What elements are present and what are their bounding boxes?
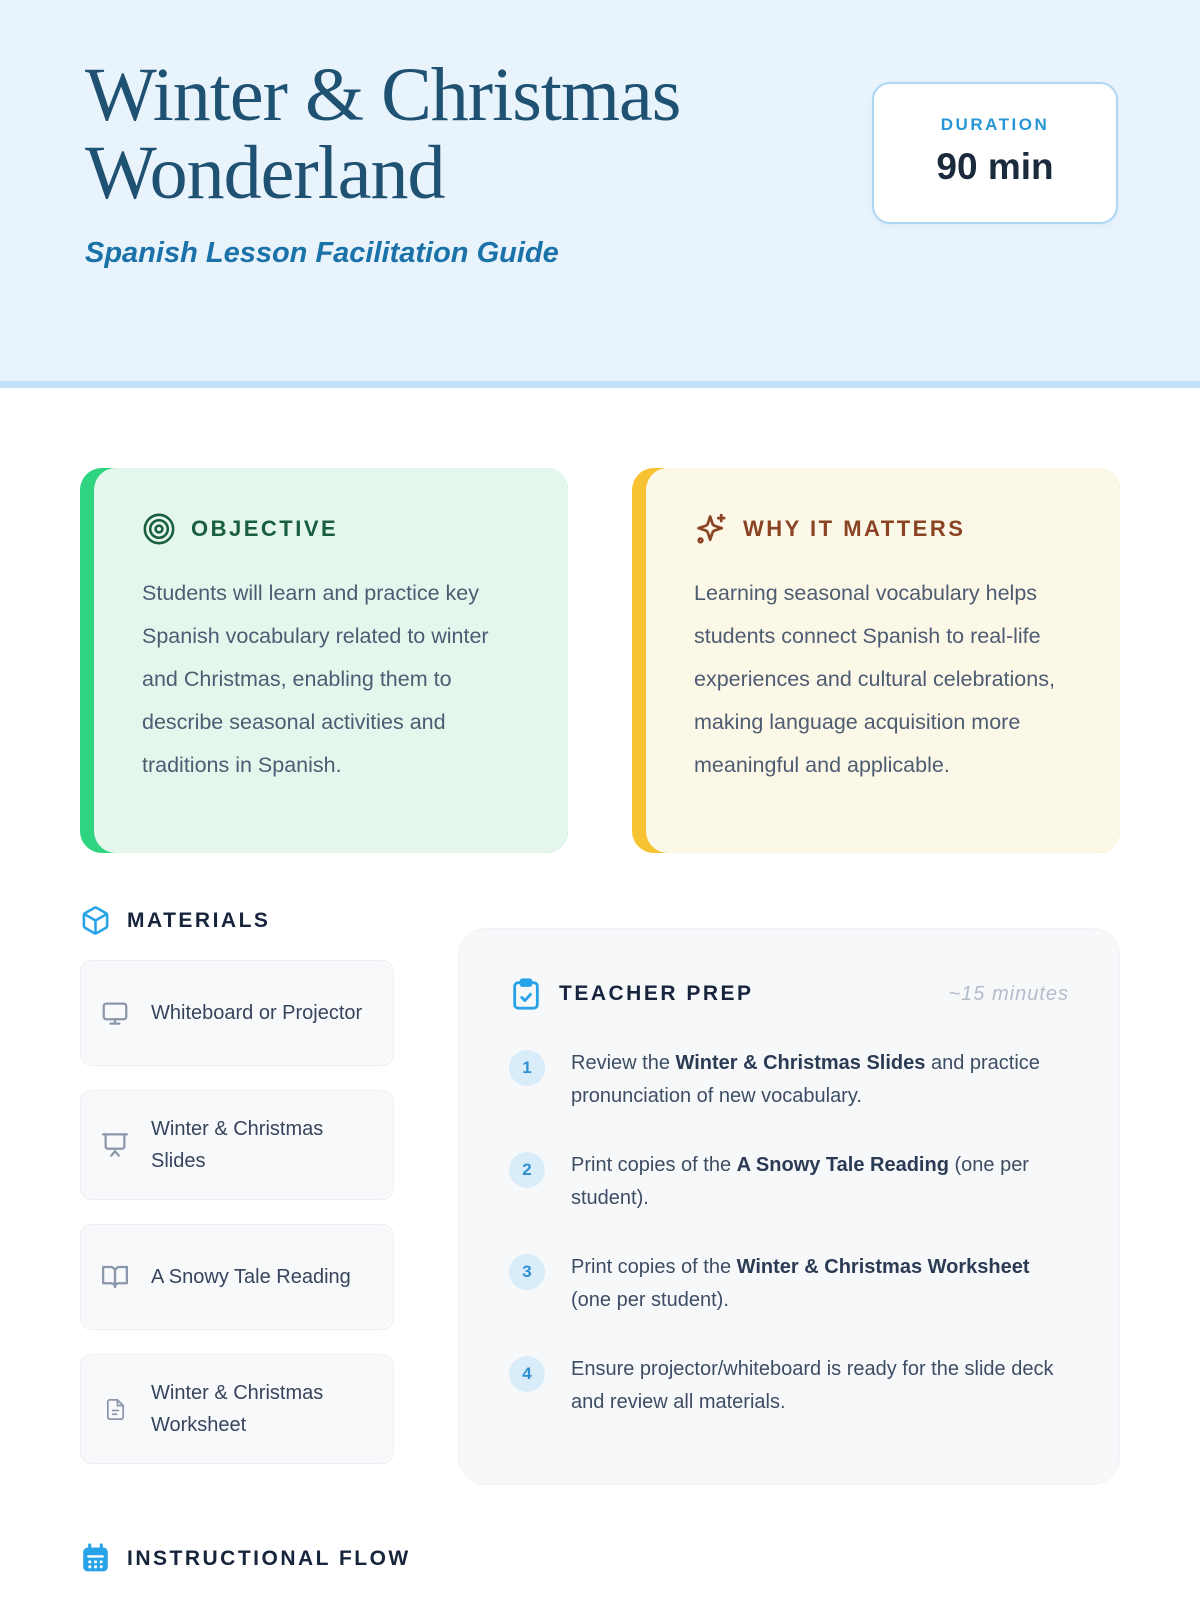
step-text-post: and practice pronunciation of new vocabulary. xyxy=(571,1052,1040,1107)
objective-body: Students will learn and practice key Spanish vocabulary related to winter and Christmas, enabling them to describe seasonal activities and traditions in Spanish. xyxy=(142,581,489,777)
prep-time-estimate: ~15 minutes xyxy=(948,982,1069,1005)
material-label: Winter & Christmas Worksheet xyxy=(151,1382,324,1436)
teacher-prep-heading: TEACHER PREP xyxy=(559,982,754,1005)
prep-step-4 xyxy=(509,1353,1069,1419)
step-number: 4 xyxy=(509,1356,545,1392)
duration-value: 90 min xyxy=(936,146,1054,187)
page-header xyxy=(0,0,1200,388)
summary-cards-row xyxy=(80,468,1120,853)
materials-heading-row xyxy=(80,905,394,936)
page-subtitle: Spanish Lesson Facilitation Guide xyxy=(85,236,559,269)
step-text-pre: Ensure projector/whiteboard is ready for the slide deck and review all materials. xyxy=(571,1358,1054,1413)
clipboard-check-icon xyxy=(509,977,543,1011)
lower-section xyxy=(80,905,1120,1485)
step-number: 3 xyxy=(509,1254,545,1290)
step-text xyxy=(571,1149,1069,1215)
instructional-flow-heading: INSTRUCTIONAL FLOW xyxy=(127,1546,411,1570)
open-book-icon xyxy=(99,1262,131,1292)
document-icon xyxy=(99,1398,131,1421)
step-text-post: (one per student). xyxy=(571,1289,729,1311)
step-text-post: (one per student). xyxy=(571,1154,1029,1209)
target-icon xyxy=(142,512,176,546)
why-heading-row xyxy=(694,512,1076,546)
presentation-icon xyxy=(99,1130,131,1160)
material-item-worksheet xyxy=(80,1354,394,1464)
teacher-prep-card xyxy=(458,928,1120,1485)
duration-label: DURATION xyxy=(940,115,1050,134)
step-number: 2 xyxy=(509,1152,545,1188)
step-text-bold: A Snowy Tale Reading xyxy=(736,1154,949,1176)
material-label: Winter & Christmas Slides xyxy=(151,1118,324,1172)
why-body: Learning seasonal vocabulary helps students connect Spanish to real-life experiences and cultural celebrations, making language acquisition more meaningful and applicable. xyxy=(694,581,1055,777)
step-text xyxy=(571,1047,1069,1113)
why-it-matters-card xyxy=(632,468,1120,853)
instructional-flow-heading-row xyxy=(80,1543,1120,1574)
objective-heading: OBJECTIVE xyxy=(191,516,339,541)
why-heading: WHY IT MATTERS xyxy=(743,516,966,541)
step-text xyxy=(571,1353,1069,1419)
teacher-prep-heading-row xyxy=(509,977,1069,1011)
page-title-line1: Winter & Christmas xyxy=(85,53,681,137)
materials-section xyxy=(80,905,394,1464)
material-item-reading xyxy=(80,1224,394,1330)
prep-step-3 xyxy=(509,1251,1069,1317)
monitor-icon xyxy=(99,998,131,1028)
step-text-pre: Print copies of the xyxy=(571,1256,737,1278)
objective-heading-row xyxy=(142,512,524,546)
page-title xyxy=(85,53,885,216)
step-text xyxy=(571,1251,1069,1317)
material-item-whiteboard xyxy=(80,960,394,1066)
objective-card xyxy=(80,468,568,853)
step-text-pre: Print copies of the xyxy=(571,1154,737,1176)
material-label: Whiteboard or Projector xyxy=(151,1002,363,1024)
step-text-bold: Winter & Christmas Slides xyxy=(675,1052,926,1074)
step-number: 1 xyxy=(509,1050,545,1086)
prep-step-2 xyxy=(509,1149,1069,1215)
duration-badge xyxy=(872,82,1118,224)
material-item-slides xyxy=(80,1090,394,1200)
material-label: A Snowy Tale Reading xyxy=(151,1266,351,1288)
calendar-icon xyxy=(80,1543,111,1574)
sparkles-icon xyxy=(694,512,728,546)
cube-icon xyxy=(80,905,111,936)
materials-heading: MATERIALS xyxy=(127,908,271,932)
page-title-line2: Wonderland xyxy=(85,131,445,216)
step-text-bold: Winter & Christmas Worksheet xyxy=(736,1256,1030,1278)
prep-step-1 xyxy=(509,1047,1069,1113)
step-text-pre: Review the xyxy=(571,1052,676,1074)
